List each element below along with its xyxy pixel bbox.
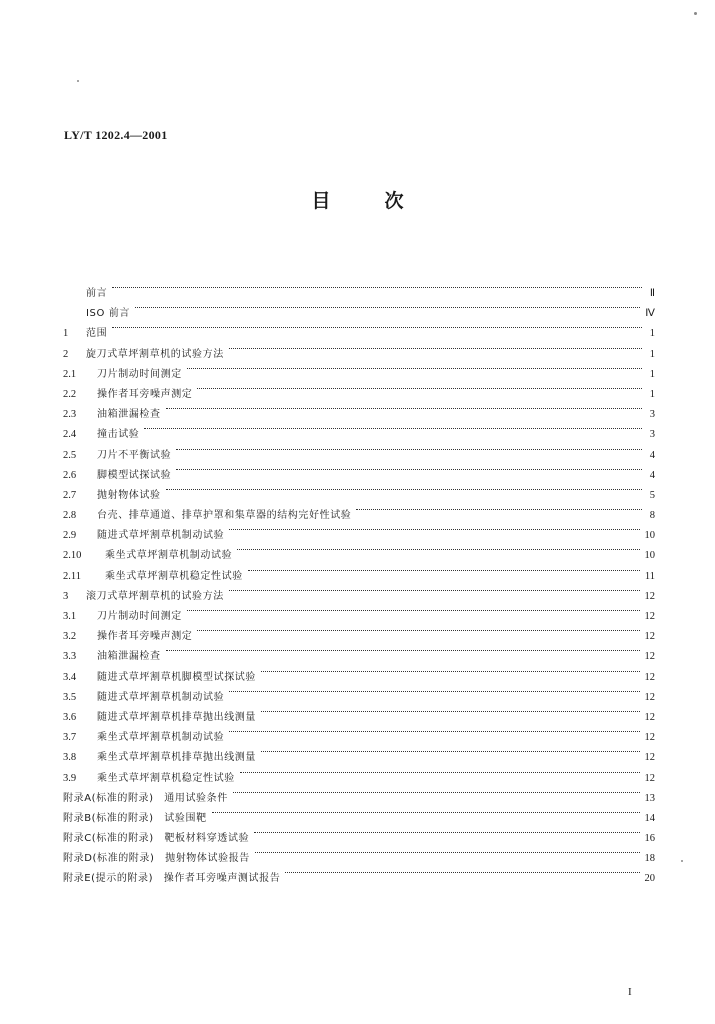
toc-entry-title: 乘坐式草坪割草机排草抛出线测量 [97, 752, 256, 764]
toc-dot-leader [248, 559, 640, 579]
toc-entry-page: 14 [644, 812, 655, 824]
toc-entry-number: 2.11 [63, 570, 81, 582]
toc-entry-number: 2.3 [63, 409, 77, 421]
toc-dot-leader [112, 276, 642, 296]
toc-entry-page: 1 [649, 368, 655, 380]
toc-entry-number: 3.3 [63, 651, 77, 663]
toc-entry-page: 3 [649, 429, 655, 441]
toc-dot-leader [255, 841, 640, 861]
toc-entry-page: 11 [644, 570, 655, 582]
toc-entry-title: 乘坐式草坪割草机制动试验 [105, 550, 233, 562]
toc-entry [63, 316, 655, 340]
toc-dot-leader [197, 377, 642, 397]
toc-entry-title: 脚模型试探试验 [97, 469, 172, 481]
toc-dot-leader [187, 599, 640, 619]
toc-dot-leader [229, 720, 639, 740]
toc-entry-page: 12 [644, 752, 655, 764]
toc-entry [63, 417, 655, 441]
toc-entry-title: 随进式草坪割草机排草抛出线测量 [97, 711, 256, 723]
toc-entry-page: 12 [644, 772, 655, 784]
toc-entry-page: 1 [649, 388, 655, 400]
toc-entry-page: 12 [644, 671, 655, 683]
toc-entry-title: 刀片制动时间测定 [97, 368, 182, 380]
toc-entry-title: 撞击试验 [97, 429, 140, 441]
toc-entry-number: 2.6 [63, 469, 77, 481]
toc-dot-leader [261, 660, 640, 680]
toc-entry-page: 12 [644, 651, 655, 663]
toc-entry-number: 2.5 [63, 449, 77, 461]
toc-entry-number: 2.2 [63, 388, 77, 400]
toc-entry [63, 337, 655, 360]
scan-speck [77, 80, 79, 82]
toc-entry-number: 2.8 [63, 510, 77, 522]
toc-entry [63, 438, 655, 461]
toc-dot-leader [112, 316, 642, 336]
toc-entry-title: 刀片不平衡试验 [97, 449, 172, 461]
toc-entry-page: 1 [649, 348, 655, 360]
toc-entry-number: 3.2 [63, 631, 77, 643]
toc-entry-title: 乘坐式草坪割草机稳定性试验 [97, 772, 235, 784]
scan-speck [681, 860, 683, 862]
toc-dot-leader [261, 740, 640, 760]
toc-entry-title: 抛射物体试验 [97, 489, 161, 501]
toc-entry-page: 10 [644, 550, 655, 562]
toc-entry-page: 12 [644, 711, 655, 723]
toc-entry-page: 5 [649, 489, 655, 501]
toc-entry-number: 3.1 [63, 611, 77, 622]
toc-entry-title: 范围 [86, 328, 108, 340]
toc-entry-title: ISO 前言 [86, 308, 130, 320]
toc-entry-page: 4 [649, 469, 655, 481]
toc-entry [63, 296, 655, 320]
toc-dot-leader [144, 417, 642, 437]
toc-entry-page: 8 [649, 510, 655, 522]
toc-entry-page: 13 [644, 792, 655, 804]
toc-dot-leader [176, 458, 642, 478]
toc-entry-title: 台壳、排草通道、排草护罩和集草器的结构完好性试验 [97, 510, 352, 522]
toc-dot-leader [166, 478, 642, 498]
toc-entry-title: 操作者耳旁噪声测定 [97, 631, 193, 643]
toc-dot-leader [212, 801, 640, 821]
toc-entry-page: Ⅱ [649, 288, 655, 299]
toc-entry-title: 附录B(标准的附录) 试验围靶 [63, 812, 207, 824]
toc-dot-leader [233, 781, 640, 801]
toc-entry-title: 油箱泄漏检查 [97, 409, 161, 421]
toc-entry-title: 随进式草坪割草机制动试验 [97, 691, 225, 703]
toc-dot-leader [285, 861, 639, 881]
toc-entry-number: 3.4 [63, 671, 77, 683]
toc-dot-leader [197, 619, 639, 639]
toc-entry-title: 附录E(提示的附录) 操作者耳旁噪声测试报告 [63, 873, 281, 885]
toc-entry-title: 附录A(标准的附录) 通用试验条件 [63, 792, 228, 804]
toc-entry-title: 刀片制动时间测定 [97, 611, 182, 622]
toc-entry-title: 随进式草坪割草机脚模型试探试验 [97, 671, 256, 683]
toc-entry-page: 20 [644, 873, 655, 885]
toc-entry-page: 3 [649, 409, 655, 421]
standard-code: LY/T 1202.4—2001 [64, 128, 168, 142]
toc-entry-page: 12 [644, 590, 655, 602]
toc-dot-leader [229, 579, 640, 599]
toc-dot-leader [229, 680, 639, 700]
toc-entry-title: 操作者耳旁噪声测定 [97, 388, 193, 400]
toc-entry-title: 乘坐式草坪割草机稳定性试验 [105, 570, 243, 582]
toc-entry-number: 3.5 [63, 691, 77, 703]
toc-entry-number: 2.9 [63, 530, 77, 542]
toc-entry-number: 2.4 [63, 429, 77, 441]
toc-entry-title: 油箱泄漏检查 [97, 651, 161, 663]
toc-entry-number: 2 [63, 348, 69, 360]
toc-dot-leader [254, 821, 639, 841]
toc-entry-page: 16 [644, 833, 655, 845]
toc-entry-page: 12 [644, 631, 655, 643]
scan-speck [694, 12, 697, 15]
toc-entry-number: 2.7 [63, 489, 77, 501]
toc-entry-title: 旋刀式草坪割草机的试验方法 [86, 348, 224, 360]
toc-entry-title: 附录C(标准的附录) 靶板材料穿透试验 [63, 833, 250, 845]
toc-dot-leader [240, 761, 640, 781]
toc-dot-leader [229, 518, 639, 538]
page-number: I [628, 986, 632, 998]
toc-entry-number: 3.7 [63, 732, 77, 744]
toc-dot-leader [135, 296, 640, 316]
toc-entry-page: 4 [649, 449, 655, 461]
toc-entry [63, 276, 655, 299]
toc-dot-leader [261, 700, 640, 720]
toc-entry-number: 3 [63, 590, 69, 602]
toc-entry-title: 随进式草坪割草机制动试验 [97, 530, 225, 542]
toc-entry-page: 1 [649, 328, 655, 340]
toc-dot-leader [166, 397, 642, 417]
table-of-contents [63, 276, 655, 885]
toc-entry-title: 滚刀式草坪割草机的试验方法 [86, 590, 224, 602]
toc-entry-number: 3.9 [63, 772, 77, 784]
toc-entry-page: 12 [644, 691, 655, 703]
toc-entry-number: 3.6 [63, 711, 77, 723]
toc-entry-page: 18 [644, 853, 655, 865]
toc-dot-leader [166, 639, 640, 659]
toc-dot-leader [229, 337, 642, 357]
toc-entry-page: 12 [644, 611, 655, 622]
toc-entry-page: 10 [644, 530, 655, 542]
toc-entry-title: 附录D(标准的附录) 抛射物体试验报告 [63, 853, 250, 865]
toc-entry-title: 乘坐式草坪割草机制动试验 [97, 732, 225, 744]
toc-title: 目次 [311, 190, 458, 212]
toc-entry-page: Ⅳ [645, 308, 655, 320]
toc-entry-number: 1 [63, 328, 69, 340]
toc-dot-leader [176, 438, 642, 458]
toc-entry-number: 3.8 [63, 752, 77, 764]
toc-dot-leader [187, 357, 642, 377]
toc-entry-page: 12 [644, 732, 655, 744]
toc-dot-leader [237, 538, 639, 558]
toc-dot-leader [356, 498, 642, 518]
toc-entry-title: 前言 [86, 288, 108, 299]
toc-entry-number: 2.10 [63, 550, 82, 562]
toc-entry-number: 2.1 [63, 368, 77, 380]
